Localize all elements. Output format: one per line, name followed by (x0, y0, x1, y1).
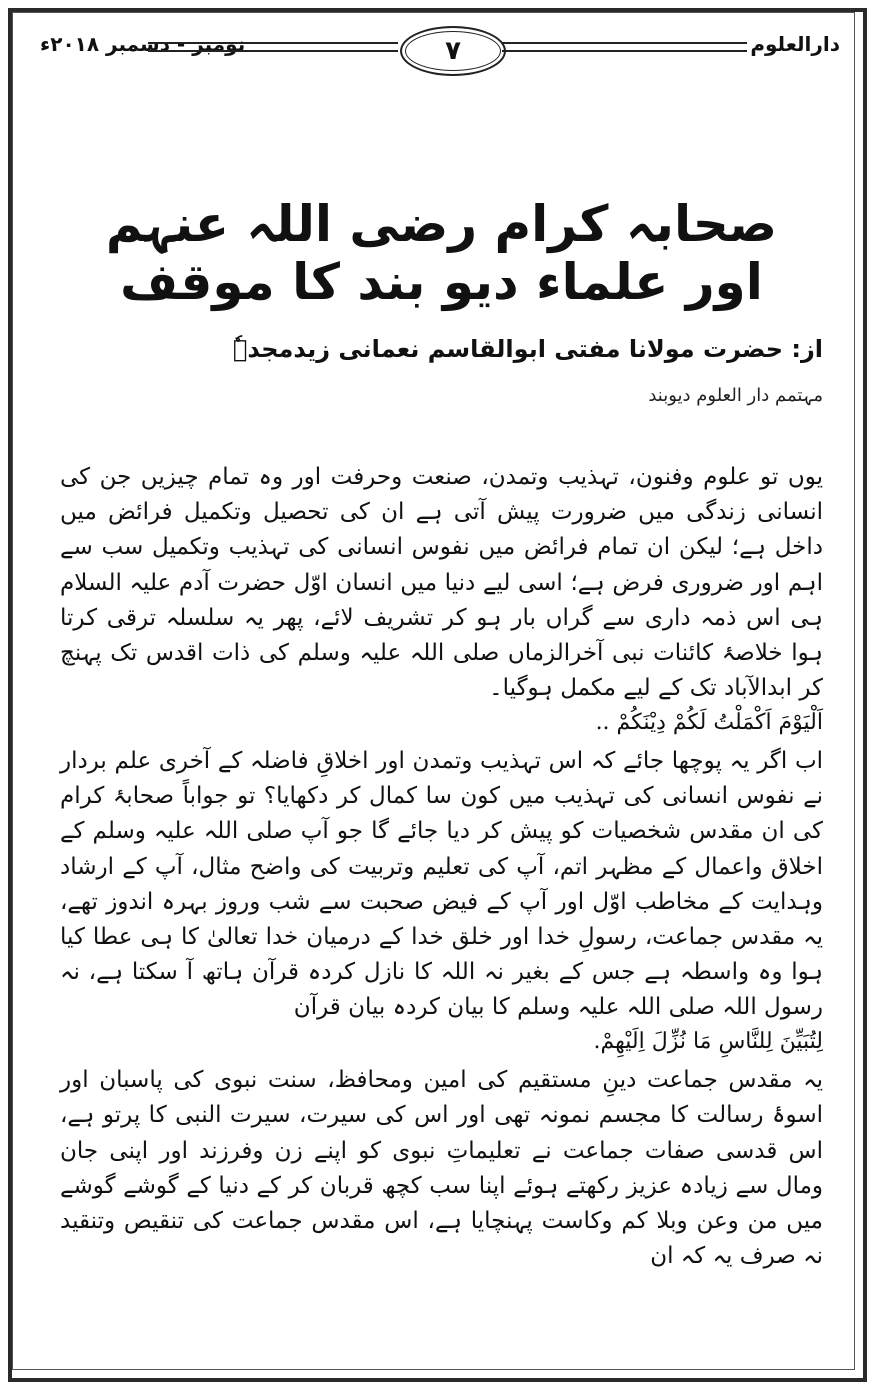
journal-name: دارالعلوم (750, 32, 840, 56)
issue-date: نومبر - دسمبر ۲۰۱۸ء (40, 32, 246, 56)
author-line: از: حضرت مولانا مفتی ابوالقاسم نعمانی زیدمجدہٗ (232, 335, 823, 363)
paragraph: یہ مقدس جماعت دینِ مستقیم کی امین ومحافظ، سنت نبوی کی پاسبان اور اسوۂ رسالت کا مجسم نمونہ تھی اور اس کی سیرت، سیرت النبی کا پرتو ہے، اس قدسی صفات جماعت نے تعلیماتِ نبوی کو اپنے زن وفرزند اور اپنی جان ومال سے زیادہ عزیز رکھتے ہوئے اپنا سب کچھ قربان کر کے دنیا کے گوشے گوشے میں من وعن وبلا کم وکاست پہنچایا ہے، اس مقدس جماعت کی تنقیص وتنقید نہ صرف یہ کہ ان (60, 1067, 823, 1270)
article-body (60, 460, 823, 1274)
quranic-verse: اَلْيَوْمَ اَكْمَلْتُ لَكُمْ دِيْنَكُمْ .. (595, 710, 823, 736)
paragraph: اب اگر یہ پوچھا جائے کہ اس تہذیب وتمدن اور اخلاقِ فاضلہ کے آخری علم بردار نے نفوس انسانی کی تہذیب میں کون سا کمال کر دکھایا؟ تو جواباً صحابۂ کرام کی ان مقدس شخصیات کو پیش کر دیا جائے گا جو آپ صلی اللہ علیہ وسلم کے اخلاق واعمال کے مظہر اتم، آپ کی تعلیم وتربیت کی واضح مثال، آپ کے ارشاد وہدایت کے مخاطب اوّل اور آپ کے فیض صحبت سے شب وروز بہرہ اندوز تھے، یہ مقدس جماعت، رسولِ خدا اور خلق خدا کے درمیان خدا تعالیٰ کا ہی عطا کیا ہوا وہ واسطہ ہے جس کے بغیر نہ اللہ کا نازل کردہ قرآن ہاتھ آ سکتا ہے، نہ رسول اللہ صلی اللہ علیہ وسلم کا بیان کردہ بیان قرآن (60, 747, 823, 1021)
paragraph: یوں تو علوم وفنون، تہذیب وتمدن، صنعت وحرفت اور وہ تمام چیزیں جن کی انسانی زندگی میں ضرورت پیش آتی ہے ان کی تحصیل وتکمیل فرائض میں داخل ہے؛ لیکن ان تمام فرائض میں نفوس انسانی کی تہذیب وتکمیل سب سے اہم اور ضروری فرض ہے؛ اسی لیے دنیا میں انسان اوّل حضرت آدم علیہ السلام ہی اس ذمہ داری سے گراں بار ہو کر تشریف لائے، پھر یہ سلسلہ ترقی کرتا ہوا خلاصۂ کائنات نبی آخرالزماں صلی اللہ علیہ وسلم کی ذات اقدس تک پہنچ کر ابدالآباد تک کے لیے مکمل ہوگیا۔ (60, 464, 823, 702)
running-header (40, 22, 840, 78)
page-number: ۷ (400, 26, 506, 76)
author-designation: مہتمم دار العلوم دیوبند (648, 385, 823, 406)
quranic-verse: لِتُبَيِّنَ لِلنَّاسِ مَا نُزِّلَ اِلَيْهِمْ. (593, 1029, 823, 1055)
header-rule-right (502, 42, 747, 52)
header-rule-left (148, 42, 398, 52)
article-title: صحابہ کرام رضی اللہ عنہم اور علماء دیو بند کا موقف (105, 195, 778, 311)
